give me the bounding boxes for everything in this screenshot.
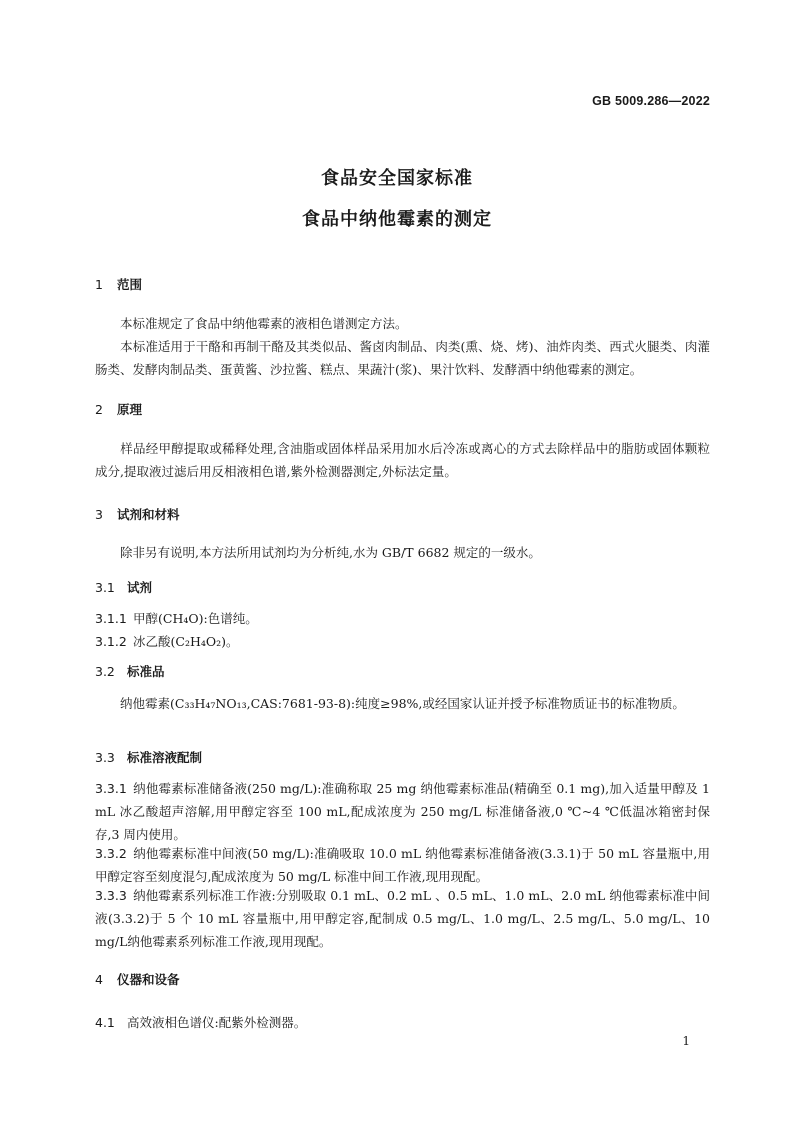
paragraph [95,437,710,483]
subsection-heading-reagents [95,578,152,596]
section-title: 原理 [117,402,143,417]
clause-item [95,1011,710,1034]
clause-text: 纳他霉素系列标准工作液:分别吸取 0.1 mL、0.2 mL 、0.5 mL、1.0 mL、2.0 mL 纳他霉素标准中间液(3.3.2)于 5 个 10 mL 容量瓶中,用甲醇定容,配制成 0.5 mg/L、1.0 mg/L、2.5 mg/L、5.0 mg/L、10 mg/L纳他霉素系列标准工作液,现用现配。 [95,888,710,949]
clause-item [95,607,710,630]
clause-number: 3.3.2 [95,846,127,861]
section-heading-instruments [95,970,180,988]
subsection-heading-reference-material [95,662,165,680]
clause-number: 3.3.3 [95,888,127,903]
clause-item [95,842,710,888]
subsection-heading-standard-solutions [95,748,202,766]
paragraph-text: 除非另有说明,本方法所用试剂均为分析纯,水为 GB/T 6682 规定的一级水。 [120,545,541,560]
clause-text: 高效液相色谱仪:配紫外检测器。 [127,1015,307,1030]
paragraph [95,312,710,335]
paragraph-text: 纳他霉素(C₃₃H₄₇NO₁₃,CAS:7681-93-8):纯度≥98%,或经国家认证并授予标准物质证书的标准物质。 [120,696,685,711]
subsection-title: 试剂 [127,580,153,595]
clause-text: 甲醇(CH₄O):色谱纯。 [133,611,258,626]
paragraph-text: 本标准适用于干酪和再制干酪及其类似品、酱卤肉制品、肉类(熏、烧、烤)、油炸肉类、西式火腿类、肉灌肠类、发酵肉制品类、蛋黄酱、沙拉酱、糕点、果蔬汁(浆)、果汁饮料、发酵酒中纳他霉素的测定。 [95,339,710,377]
subsection-number: 3.3 [95,750,115,765]
section-title: 试剂和材料 [117,507,180,522]
document-title: 食品安全国家标准 [321,168,473,189]
section-number: 3 [95,507,103,522]
clause-text: 纳他霉素标准储备液(250 mg/L):准确称取 25 mg 纳他霉素标准品(精确至 0.1 mg),加入适量甲醇及 1 mL 冰乙酸超声溶解,用甲醇定容至 100 mL,配成浓度为 250 mg/L 标准储备液,0 ℃~4 ℃低温冰箱密封保存,3 周内使用。 [95,781,710,842]
paragraph [95,541,710,564]
paragraph-text: 本标准规定了食品中纳他霉素的液相色谱测定方法。 [120,316,408,331]
clause-item [95,777,710,846]
section-title: 仪器和设备 [117,972,180,987]
section-heading-scope [95,275,142,293]
clause-number: 3.1.2 [95,634,127,649]
subsection-title: 标准溶液配制 [127,750,203,765]
section-number: 4 [95,972,103,987]
clause-item [95,630,710,653]
clause-text: 纳他霉素标准中间液(50 mg/L):准确吸取 10.0 mL 纳他霉素标准储备液(3.3.1)于 50 mL 容量瓶中,用甲醇定容至刻度混匀,配成浓度为 50 mg/L 标准中间工作液,现用现配。 [95,846,710,884]
clause-number: 3.3.1 [95,781,127,796]
section-number: 1 [95,277,103,292]
subsection-number: 3.2 [95,664,115,679]
subsection-title: 标准品 [127,664,165,679]
clause-number: 3.1.1 [95,611,127,626]
paragraph [95,692,710,715]
section-title: 范围 [117,277,143,292]
clause-text: 冰乙酸(C₂H₄O₂)。 [133,634,239,649]
subsection-number: 3.1 [95,580,115,595]
paragraph-text: 样品经甲醇提取或稀释处理,含油脂或固体样品采用加水后冷冻或离心的方式去除样品中的脂肪或固体颗粒成分,提取液过滤后用反相液相色谱,紫外检测器测定,外标法定量。 [95,441,710,479]
page-number: 1 [682,1034,690,1048]
standard-number: GB 5009.286—2022 [592,94,710,108]
document-subtitle: 食品中纳他霉素的测定 [302,209,492,230]
clause-number: 4.1 [95,1015,115,1030]
clause-item [95,884,710,953]
paragraph [95,335,710,381]
section-heading-reagents [95,505,180,523]
section-number: 2 [95,402,103,417]
section-heading-principle [95,400,142,418]
